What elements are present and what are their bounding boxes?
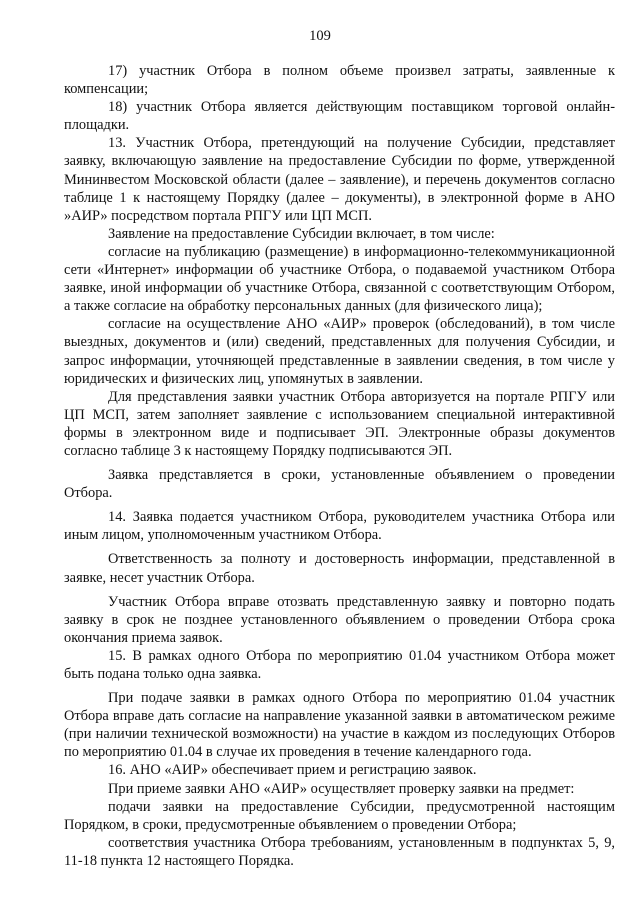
paragraph-withdrawal: Участник Отбора вправе отозвать представленную заявку и повторно подать заявку в срок не позднее установленного объявлением о проведении Отбора срока окончания приема заявок. [64, 593, 615, 646]
paragraph-check-deadline: подачи заявки на предоставление Субсидии, предусмотренной настоящим Порядком, в сроки, предусмотренные объявлением о проведении Отбора; [64, 798, 615, 833]
paragraph-consent-publication: согласие на публикацию (размещение) в информационно-телекоммуникационной сети «Интернет» информации об участнике Отбора, о подаваемой участником Отбора заявке, иной информации об участнике Отбора, связанной с соответствующим Отбором, а также согласие на обработку персональных данных (для физического лица); [64, 243, 615, 315]
paragraph-application-includes: Заявление на предоставление Субсидии включает, в том числе: [108, 225, 495, 242]
paragraph-15: 15. В рамках одного Отбора по мероприятию 01.04 участником Отбора может быть подана только одна заявка. [64, 647, 615, 682]
paragraph-check-subject: При приеме заявки АНО «АИР» осуществляет проверку заявки на предмет: [108, 780, 575, 797]
paragraph-auto-consent: При подаче заявки в рамках одного Отбора по мероприятию 01.04 участник Отбора вправе дать согласие на направление указанной заявки в автоматическом режиме (при наличии технической возможности) на участие в каждом из последующих Отборов по мероприятию 01.04 в случае их проведения в течение календарного года. [64, 690, 615, 761]
paragraph-submission-terms: Заявка представляется в сроки, установленные объявлением о проведении Отбора. [64, 467, 615, 502]
paragraph-16: 16. АНО «АИР» обеспечивает прием и регистрацию заявок. [108, 762, 477, 779]
paragraph-18: 18) участник Отбора является действующим поставщиком торговой онлайн-площадки. [64, 99, 615, 134]
paragraph-consent-inspection: согласие на осуществление АНО «АИР» проверок (обследований), в том числе выездных, документов и (или) сведений, представленных для получения Субсидии, и запрос информации, уточняющей представленные в заявлении сведения, в том числе у юридических и физических лиц, упомянутых в заявлении. [64, 316, 615, 387]
paragraph-authorization: Для представления заявки участник Отбора авторизуется на портале РПГУ или ЦП МСП, затем заполняет заявление с использованием специальной интерактивной формы в электронном виде и подписывает ЭП. Электронные образы документов согласно таблице 3 к настоящему Порядку подписываются ЭП. [64, 388, 615, 459]
page-number: 109 [309, 28, 331, 44]
document-body [64, 62, 615, 870]
paragraph-13: 13. Участник Отбора, претендующий на получение Субсидии, представляет заявку, включающую заявление на предоставление Субсидии по форме, утвержденной Мининвестом Московской области (далее – заявление), и перечень документов согласно таблице 1 к настоящему Порядку (далее – документы), в электронной форме в АНО »АИР» посредством портала РПГУ или ЦП МСП. [64, 135, 615, 224]
paragraph-check-requirements: соответствия участника Отбора требованиям, установленным в подпунктах 5, 9, 11-18 пункта 12 настоящего Порядка. [64, 834, 615, 869]
paragraph-14: 14. Заявка подается участником Отбора, руководителем участника Отбора или иным лицом, уполномоченным участником Отбора. [64, 509, 615, 544]
paragraph-17: 17) участник Отбора в полном объеме произвел затраты, заявленные к компенсации; [64, 63, 615, 98]
paragraph-responsibility: Ответственность за полноту и достоверность информации, представленной в заявке, несет участник Отбора. [64, 551, 615, 586]
